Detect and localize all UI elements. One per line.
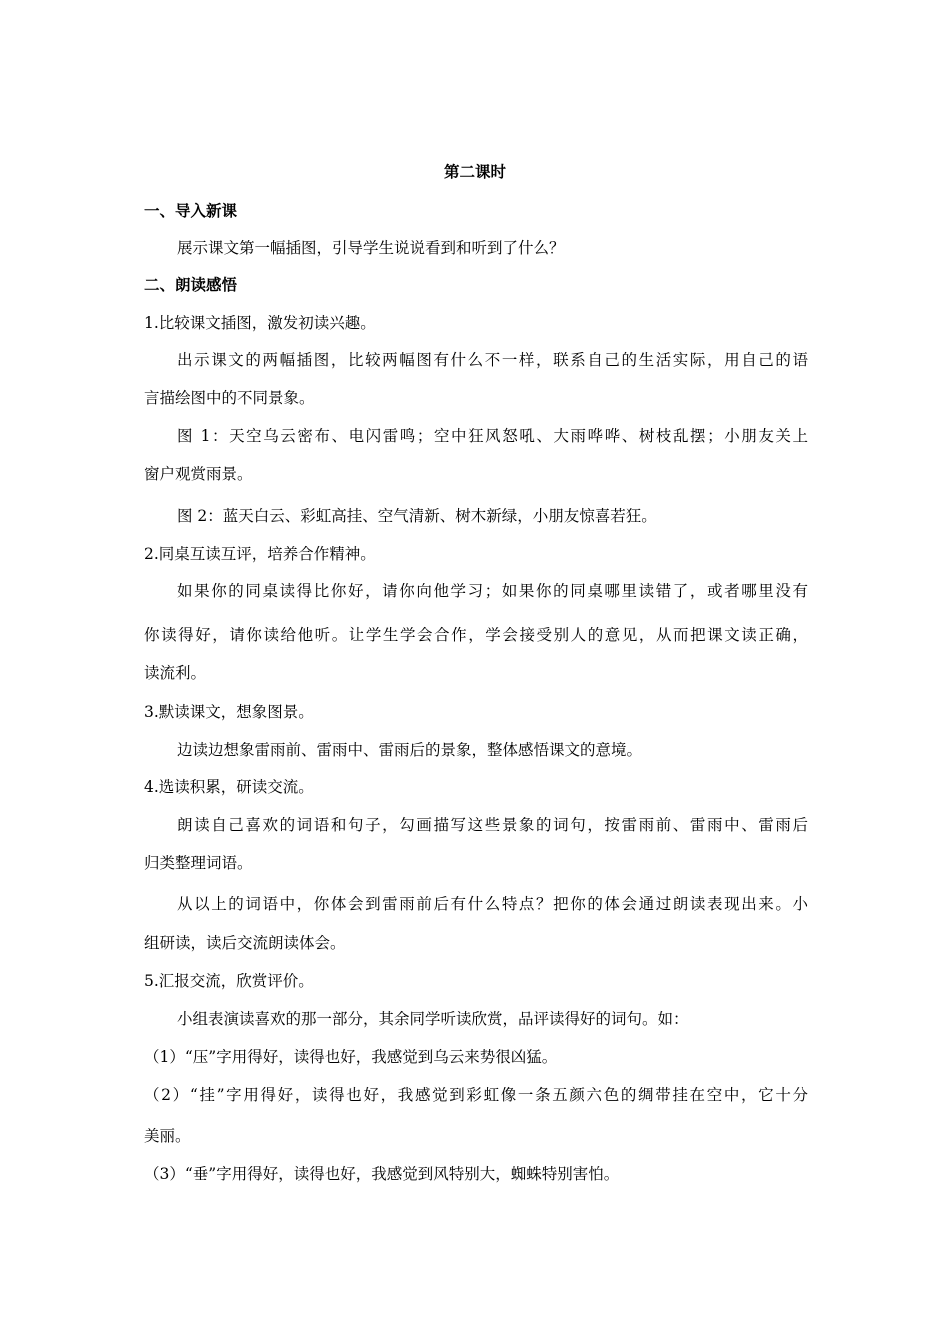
item-2-label: 2.同桌互读互评，培养合作精神。 — [144, 545, 376, 563]
item-5-paragraph: 小组表演读喜欢的那一部分，其余同学听读欣赏，品评读得好的词句。如： — [177, 1010, 689, 1028]
item-4-paragraph-line: 从以上的词语中，你体会到雷雨前后有什么特点？把你的体会通过朗读表现出来。小 — [177, 895, 808, 913]
section-heading-intro: 一、导入新课 — [144, 202, 238, 220]
item-2-paragraph-line: 读流利。 — [144, 664, 207, 682]
item-4-label: 4.选读积累，研读交流。 — [144, 778, 314, 796]
figure-1-description-line: 窗户观赏雨景。 — [144, 465, 253, 483]
item-4-paragraph-line: 组研读，读后交流朗读体会。 — [144, 934, 346, 952]
item-1-paragraph-line: 言描绘图中的不同景象。 — [144, 389, 315, 407]
example-2-line: （2）“挂”字用得好，读得也好，我感觉到彩虹像一条五颜六色的绸带挂在空中，它十分 — [144, 1086, 808, 1104]
example-1: （1）“压”字用得好，读得也好，我感觉到乌云来势很凶猛。 — [144, 1048, 558, 1066]
item-4-paragraph-line: 朗读自己喜欢的词语和句子，勾画描写这些景象的词句，按雷雨前、雷雨中、雷雨后 — [177, 816, 808, 834]
example-3: （3）“垂”字用得好，读得也好，我感觉到风特别大，蜘蛛特别害怕。 — [144, 1165, 620, 1183]
item-4-paragraph-line: 归类整理词语。 — [144, 854, 253, 872]
item-1-paragraph-line: 出示课文的两幅插图，比较两幅图有什么不一样，联系自己的生活实际，用自己的语 — [177, 351, 808, 369]
figure-1-description-line: 图 1：天空乌云密布、电闪雷鸣；空中狂风怒吼、大雨哗哗、树枝乱摆；小朋友关上 — [177, 427, 808, 445]
lesson-title: 第二课时 — [443, 163, 506, 181]
figure-2-description: 图 2：蓝天白云、彩虹高挂、空气清新、树木新绿，小朋友惊喜若狂。 — [177, 507, 657, 525]
item-2-paragraph-line: 如果你的同桌读得比你好，请你向他学习；如果你的同桌哪里读错了，或者哪里没有 — [177, 582, 808, 600]
section-heading-reading: 二、朗读感悟 — [144, 276, 238, 294]
item-5-label: 5.汇报交流，欣赏评价。 — [144, 972, 314, 990]
item-1-label: 1.比较课文插图，激发初读兴趣。 — [144, 314, 376, 332]
example-2-line: 美丽。 — [144, 1127, 191, 1145]
item-2-paragraph-line: 你读得好，请你读给他听。让学生学会合作，学会接受别人的意见，从而把课文读正确， — [144, 626, 808, 644]
item-3-paragraph: 边读边想象雷雨前、雷雨中、雷雨后的景象，整体感悟课文的意境。 — [177, 741, 643, 759]
intro-paragraph: 展示课文第一幅插图，引导学生说说看到和听到了什么？ — [177, 239, 565, 257]
item-3-label: 3.默读课文，想象图景。 — [144, 703, 314, 721]
